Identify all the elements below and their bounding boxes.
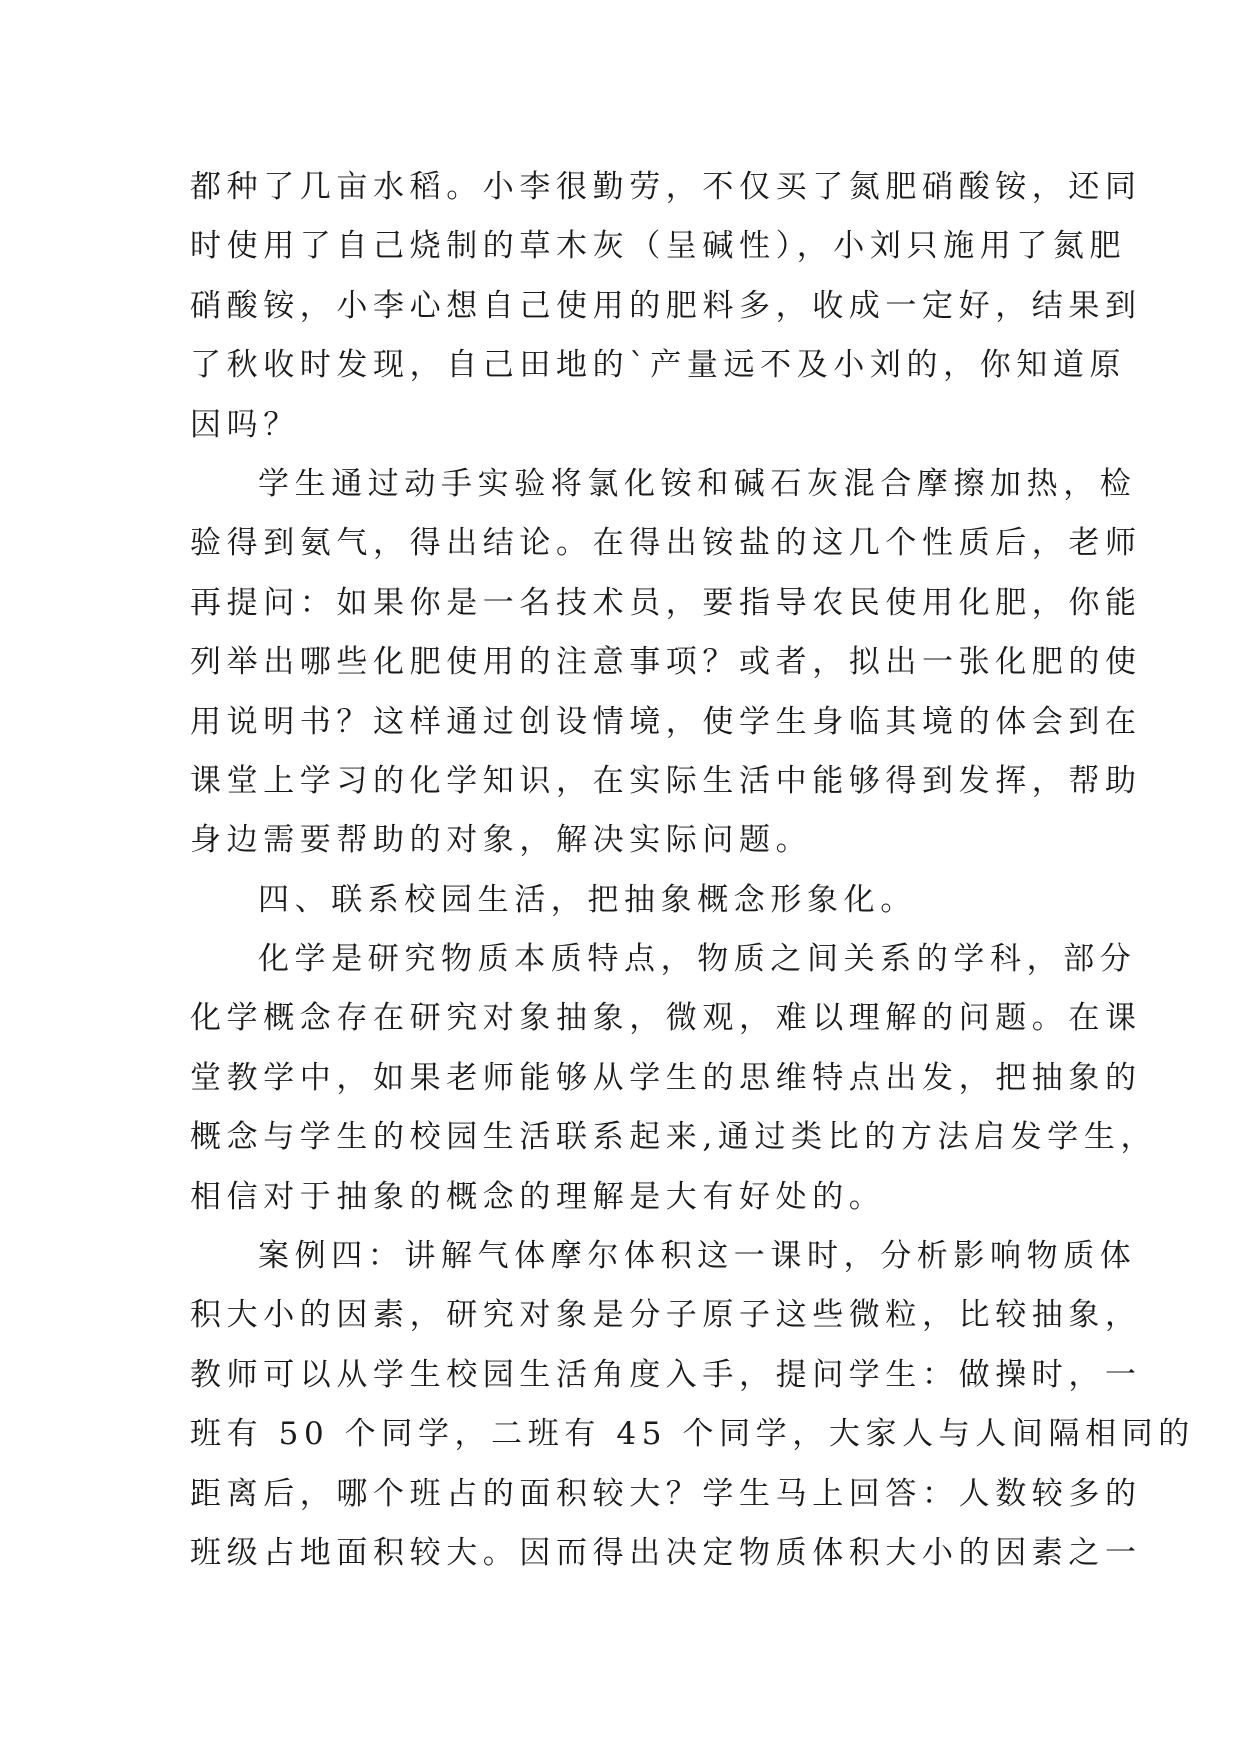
text-line: 教师可以从学生校园生活角度入手，提问学生：做操时，一 [190, 1356, 1142, 1393]
text-line: 概念与学生的校园生活联系起来,通过类比的方法启发学生， [190, 1119, 1158, 1156]
paragraph-first-line: 学生通过动手实验将氯化铵和碱石灰混合摩擦加热，检 [258, 465, 1137, 502]
text-line: 堂教学中，如果老师能够从学生的思维特点出发，把抽象的 [190, 1059, 1142, 1096]
text-line: 积大小的因素，研究对象是分子原子这些微粒，比较抽象， [190, 1297, 1142, 1334]
text-line: 再提问：如果你是一名技术员，要指导农民使用化肥，你能 [190, 584, 1142, 621]
text-line: 用说明书？这样通过创设情境，使学生身临其境的体会到在 [190, 703, 1142, 740]
text-line: 身边需要帮助的对象，解决实际问题。 [190, 822, 813, 859]
text-line: 化学概念存在研究对象抽象，微观，难以理解的问题。在课 [190, 1000, 1142, 1037]
paragraph-first-line: 案例四：讲解气体摩尔体积这一课时，分析影响物质体 [258, 1238, 1137, 1275]
section-heading: 四、联系校园生活，把抽象概念形象化。 [258, 881, 917, 918]
text-line: 相信对于抽象的概念的理解是大有好处的。 [190, 1178, 886, 1215]
paragraph-first-line: 化学是研究物质本质特点，物质之间关系的学科，部分 [258, 941, 1137, 978]
text-line: 都种了几亩水稻。小李很勤劳，不仅买了氮肥硝酸铵，还同 [190, 169, 1142, 205]
text-line: 课堂上学习的化学知识，在实际生活中能够得到发挥，帮助 [190, 762, 1142, 799]
document-body [190, 158, 1195, 1583]
text-line: 班有 50 个同学，二班有 45 个同学，大家人与人间隔相同的 [190, 1416, 1195, 1453]
text-line: 时使用了自己烧制的草木灰（呈碱性），小刘只施用了氮肥 [190, 228, 1127, 265]
text-line: 班级占地面积较大。因而得出决定物质体积大小的因素之一 [190, 1534, 1142, 1571]
text-line: 硝酸铵，小李心想自己使用的肥料多，收成一定好，结果到 [190, 287, 1142, 324]
text-line: 距离后，哪个班占的面积较大？学生马上回答：人数较多的 [190, 1475, 1142, 1512]
text-line: 因吗？ [190, 406, 300, 443]
text-line: 验得到氨气，得出结论。在得出铵盐的这几个性质后，老师 [190, 525, 1142, 562]
text-line: 列举出哪些化肥使用的注意事项？或者，拟出一张化肥的使 [190, 644, 1142, 681]
text-line: 了秋收时发现，自己田地的`产量远不及小刘的，你知道原 [190, 347, 1127, 384]
